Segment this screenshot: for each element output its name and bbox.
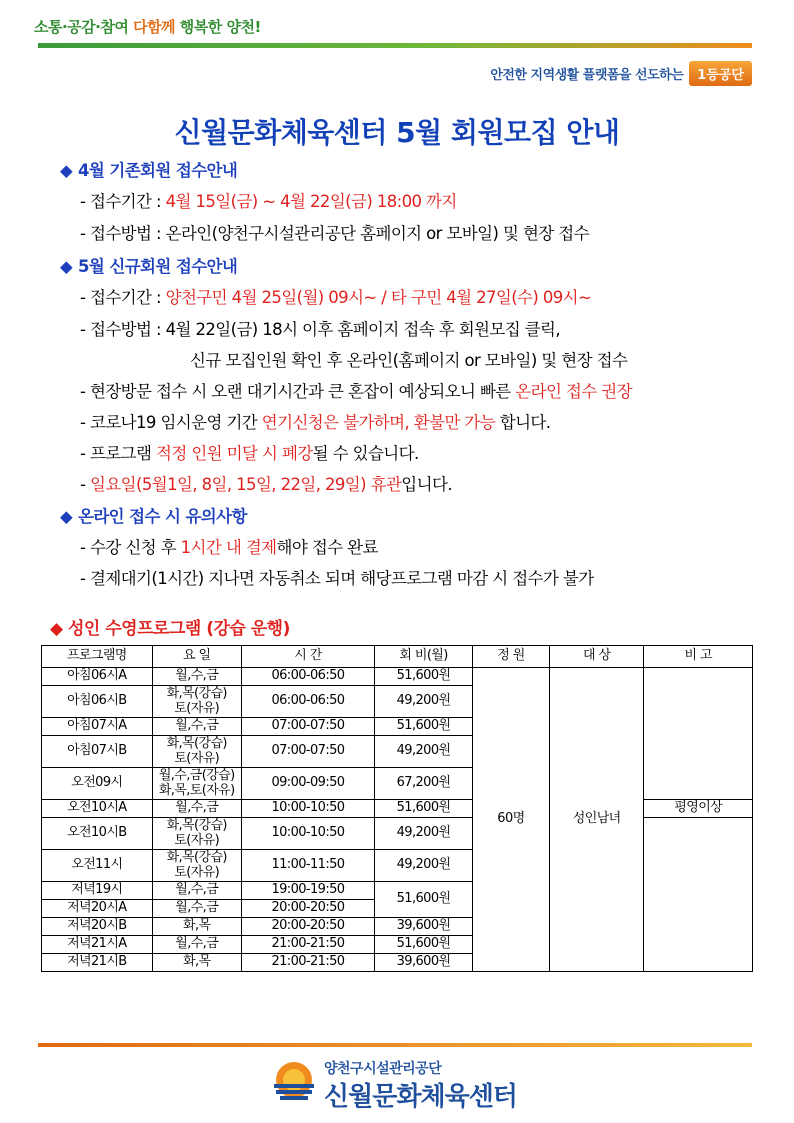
remark-empty-cell [644, 818, 753, 972]
note-highlight: 온라인 접수 권장 [515, 382, 632, 401]
diamond-bullet-icon: ◆ [60, 257, 73, 276]
period-value: 4월 15일(금) ~ 4월 22일(금) 18:00 까지 [165, 192, 457, 211]
program-name: 저녁21시A [42, 936, 153, 954]
program-days: 월,수,금 [152, 668, 241, 686]
existing-period [80, 188, 457, 212]
program-days [152, 736, 241, 768]
program-name: 저녁20시A [42, 900, 153, 918]
note-text: 해야 접수 완료 [276, 538, 378, 557]
period-label: - 접수기간 : [80, 192, 166, 211]
tagline-block [420, 60, 752, 86]
program-time: 20:00-20:50 [241, 900, 375, 918]
header-cell: 대 상 [549, 646, 643, 668]
new-note-closed [80, 471, 452, 495]
slogan-part2: 다함께 [133, 18, 176, 36]
period-label: - 접수기간 : [80, 288, 166, 307]
new-period [80, 284, 591, 308]
program-days: 월,수,금 [152, 936, 241, 954]
program-time: 19:00-19:50 [241, 882, 375, 900]
program-fee: 67,200원 [375, 768, 473, 800]
program-time: 10:00-10:50 [241, 800, 375, 818]
note-highlight: 적정 인원 미달 시 폐강 [156, 444, 313, 463]
section-heading-existing [60, 157, 237, 181]
program-days: 월,수,금 [152, 800, 241, 818]
header-divider [38, 43, 752, 48]
program-name: 오전09시 [42, 768, 153, 800]
section-heading-text: 4월 기존회원 접수안내 [78, 161, 238, 180]
program-fee: 51,600원 [375, 718, 473, 736]
program-fee: 39,600원 [375, 918, 473, 936]
days-line: 화,목,토(자유) [158, 782, 235, 798]
program-fee: 49,200원 [375, 850, 473, 882]
note-highlight: 연기신청은 불가하며, 환불만 가능 [261, 413, 496, 432]
new-method-line1: - 접수방법 : 4월 22일(금) 18시 이후 홈페이지 접속 후 회원모집 클릭, [80, 320, 561, 339]
new-note-cancel [80, 440, 419, 464]
note-highlight: 일요일(5월1일, 8일, 15일, 22일, 29일) 휴관 [90, 475, 402, 494]
program-name: 저녁19시 [42, 882, 153, 900]
sun-wave-logo-icon [272, 1060, 316, 1104]
footer-corp-name: 양천구시설관리공단 [324, 1061, 442, 1077]
program-days [152, 686, 241, 718]
footer-logo-block [272, 1058, 532, 1112]
remark-cell: 평영이상 [644, 800, 753, 818]
program-name: 오전10시B [42, 818, 153, 850]
diamond-bullet-icon: ◆ [60, 507, 73, 526]
program-fee: 49,200원 [375, 686, 473, 718]
days-line: 토(자유) [174, 700, 220, 716]
program-time: 07:00-07:50 [241, 736, 375, 768]
program-time: 20:00-20:50 [241, 918, 375, 936]
rank-badge: 1등공단 [689, 61, 752, 86]
program-time: 21:00-21:50 [241, 936, 375, 954]
program-days: 월,수,금 [152, 718, 241, 736]
program-name: 오전10시A [42, 800, 153, 818]
program-fee: 39,600원 [375, 954, 473, 972]
program-name: 저녁20시B [42, 918, 153, 936]
program-fee: 51,600원 [375, 882, 473, 918]
note-text: 입니다. [401, 475, 452, 494]
program-fee: 49,200원 [375, 818, 473, 850]
days-line: 토(자유) [174, 750, 220, 766]
days-line: 화,목(강습) [166, 685, 227, 701]
days-line: 화,목(강습) [166, 849, 227, 865]
program-table [41, 645, 753, 972]
days-line: 화,목(강습) [166, 817, 227, 833]
note-text: 합니다. [495, 413, 551, 432]
note-text: 될 수 있습니다. [312, 444, 419, 463]
header-cell: 정 원 [472, 646, 549, 668]
footer-divider [38, 1043, 752, 1047]
program-fee: 51,600원 [375, 800, 473, 818]
online-note-autocancel: - 결제대기(1시간) 지나면 자동취소 되며 해당프로그램 마감 시 접수가 불가 [80, 569, 594, 588]
target-cell: 성인남녀 [549, 668, 643, 972]
top-slogan [34, 16, 261, 37]
program-days: 화,목 [152, 918, 241, 936]
section-heading-text: 5월 신규회원 접수안내 [78, 257, 238, 276]
program-days: 화,목 [152, 954, 241, 972]
note-text: - 수강 신청 후 [80, 538, 181, 557]
header-cell: 시 간 [241, 646, 375, 668]
note-highlight: 1시간 내 결제 [180, 538, 277, 557]
program-fee: 49,200원 [375, 736, 473, 768]
note-text: - 현장방문 접수 시 오랜 대기시간과 큰 혼잡이 예상되오니 빠른 [80, 382, 516, 401]
new-note-onsite [80, 378, 632, 402]
program-name: 아침06시A [42, 668, 153, 686]
program-name: 아침07시B [42, 736, 153, 768]
note-text: - 코로나19 임시운영 기간 [80, 413, 262, 432]
days-line: 월,수,금(강습) [158, 767, 235, 783]
program-time: 09:00-09:50 [241, 768, 375, 800]
program-days: 월,수,금 [152, 882, 241, 900]
footer-center-name: 신월문화체육센터 [324, 1082, 517, 1112]
slogan-part3: 행복한 양천! [179, 18, 261, 36]
program-time: 21:00-21:50 [241, 954, 375, 972]
program-days [152, 768, 241, 800]
days-line: 토(자유) [174, 832, 220, 848]
program-days [152, 850, 241, 882]
table-title: ◆ 성인 수영프로그램 (강습 운행) [50, 619, 290, 639]
period-value: 양천구민 4월 25일(월) 09시~ / 타 구민 4월 27일(수) 09시~ [165, 288, 592, 307]
days-line: 화,목(강습) [166, 735, 227, 751]
header-cell: 프로그램명 [42, 646, 153, 668]
section-heading-new [60, 253, 237, 277]
program-time: 10:00-10:50 [241, 818, 375, 850]
capacity-cell: 60명 [472, 668, 549, 972]
program-time: 06:00-06:50 [241, 686, 375, 718]
diamond-bullet-icon: ◆ [60, 161, 73, 180]
program-fee: 51,600원 [375, 936, 473, 954]
online-note-payment [80, 534, 378, 558]
program-time: 07:00-07:50 [241, 718, 375, 736]
remark-empty-cell [644, 668, 753, 800]
program-time: 11:00-11:50 [241, 850, 375, 882]
section-heading-text: 온라인 접수 시 유의사항 [78, 507, 247, 526]
days-line: 토(자유) [174, 864, 220, 880]
slogan-part1: 소통·공감·참여 [34, 18, 129, 36]
program-name: 오전11시 [42, 850, 153, 882]
program-name: 아침06시B [42, 686, 153, 718]
existing-method: - 접수방법 : 온라인(양천구시설관리공단 홈페이지 or 모바일) 및 현장 접수 [80, 224, 589, 243]
table-row [42, 668, 753, 686]
program-fee: 51,600원 [375, 668, 473, 686]
table-header-row [42, 646, 753, 668]
header-cell: 회 비(월) [375, 646, 473, 668]
program-name: 저녁21시B [42, 954, 153, 972]
header-cell: 비 고 [644, 646, 753, 668]
note-text: - 프로그램 [80, 444, 156, 463]
header-cell: 요 일 [152, 646, 241, 668]
table-row [42, 800, 753, 818]
new-note-covid [80, 409, 550, 433]
program-time: 06:00-06:50 [241, 668, 375, 686]
document-title: 신월문화체육센터 5월 회원모집 안내 [174, 116, 620, 149]
program-days [152, 818, 241, 850]
table-row [42, 818, 753, 850]
program-days: 월,수,금 [152, 900, 241, 918]
program-name: 아침07시A [42, 718, 153, 736]
new-method-line2: 신규 모집인원 확인 후 온라인(홈페이지 or 모바일) 및 현장 접수 [190, 351, 628, 370]
tagline: 안전한 지역생활 플랫폼을 선도하는 [490, 67, 684, 83]
note-text: - [80, 475, 90, 494]
section-heading-online [60, 503, 247, 527]
